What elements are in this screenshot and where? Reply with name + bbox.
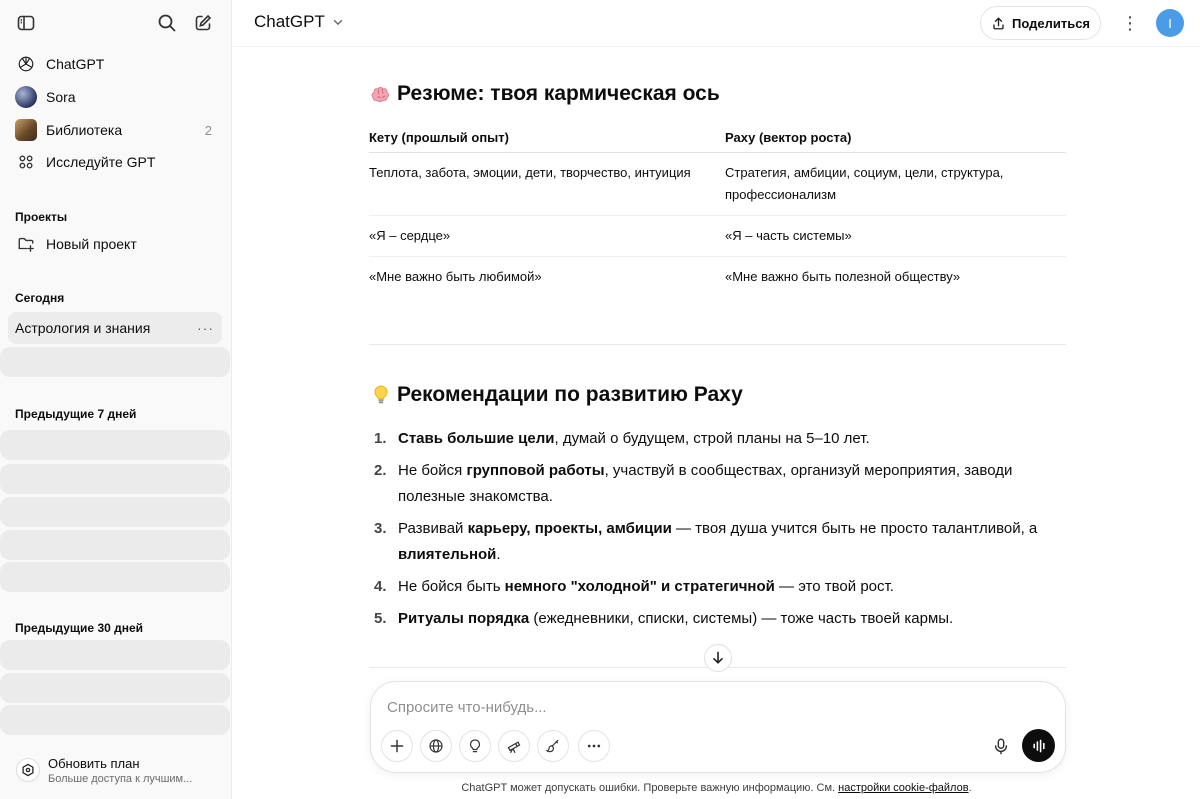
bold-text: немного "холодной" и стратегичной [504, 578, 775, 595]
projects-heading: Проекты [15, 210, 68, 224]
column-header-rahu: Раху (вектор роста) [725, 125, 1066, 152]
bold-text: Ставь большие цели [398, 430, 555, 447]
sidebar-item-label: Библиотека [46, 122, 123, 138]
recommendations-list [369, 426, 1066, 638]
text: (ежедневники, списки, системы) — тоже часть твоей кармы. [529, 610, 954, 627]
upgrade-title: Обновить план [48, 755, 140, 771]
sidebar-item-sora[interactable] [8, 81, 224, 113]
globe-icon [428, 738, 444, 754]
previous-30-days-heading: Предыдущие 30 дней [15, 621, 144, 635]
chat-item-placeholder[interactable] [0, 347, 230, 377]
chevron-down-icon [331, 15, 345, 29]
share-label: Поделиться [1011, 15, 1091, 31]
list-item [369, 516, 1066, 568]
list-item-text [398, 610, 953, 627]
folder-plus-icon [15, 233, 37, 255]
chat-options-button[interactable]: ··· [197, 320, 214, 336]
dictate-button[interactable] [985, 730, 1017, 762]
chat-title: Астрология и знания [15, 320, 151, 336]
deep-research-button[interactable] [498, 730, 530, 762]
disclaimer-footer [233, 782, 1200, 794]
sidebar-item-chatgpt[interactable] [8, 48, 224, 80]
upgrade-icon [16, 758, 40, 782]
recommendations-heading [369, 383, 743, 407]
top-header [233, 0, 1200, 46]
new-project-button[interactable] [8, 228, 224, 260]
brain-icon [369, 82, 393, 106]
search-chats-button[interactable] [153, 9, 181, 37]
list-item [369, 426, 1066, 452]
chat-item-placeholder[interactable] [0, 673, 230, 703]
text: Не бойся [398, 462, 467, 479]
chat-item-placeholder[interactable] [0, 497, 230, 527]
list-item-text [398, 520, 1037, 563]
table-row [369, 215, 1066, 256]
disclaimer-text: ChatGPT может допускать ошибки. Проверьте важную информацию. См. [461, 782, 839, 794]
cookie-settings-link[interactable]: настройки cookie-файлов [838, 782, 969, 794]
chat-item-placeholder[interactable] [0, 430, 230, 460]
new-project-label: Новый проект [46, 236, 137, 252]
voice-mode-button[interactable] [1022, 729, 1055, 762]
lightbulb-outline-icon [467, 738, 483, 754]
bold-text: влиятельной [398, 546, 497, 563]
scroll-to-bottom-button[interactable] [704, 644, 732, 672]
table-cell: «Мне важно быть любимой» [369, 268, 542, 284]
text: , думай о будущем, строй планы на 5–10 лет. [554, 430, 870, 447]
upgrade-text [48, 756, 192, 785]
chat-item-placeholder[interactable] [0, 562, 230, 592]
bold-text: Ритуалы порядка [398, 610, 530, 627]
table-cell: Теплота, забота, эмоции, дети, творчество, интуиция [369, 152, 725, 215]
table-header-row [369, 125, 1066, 152]
table-cell: «Мне важно быть полезной обществу» [725, 268, 961, 284]
list-item-text [398, 578, 894, 595]
more-horizontal-icon [586, 738, 602, 754]
table-cell: «Я – часть системы» [725, 215, 1066, 256]
chat-item-placeholder[interactable] [0, 705, 230, 735]
lightbulb-icon [369, 383, 393, 407]
list-number: 2. [374, 462, 387, 479]
grid-icon [15, 151, 37, 173]
microphone-icon [992, 737, 1010, 755]
telescope-icon [506, 738, 522, 754]
today-heading: Сегодня [15, 291, 65, 305]
library-count-badge: 2 [204, 122, 212, 138]
text: . [496, 546, 501, 563]
summary-heading [369, 82, 720, 106]
table-cell: «Я – сердце» [369, 215, 725, 256]
brush-icon [545, 738, 561, 754]
column-header-ketu: Кету (прошлый опыт) [369, 125, 725, 152]
reason-button[interactable] [459, 730, 491, 762]
sidebar-item-label: ChatGPT [46, 56, 105, 72]
upgrade-subtitle: Больше доступа к лучшим... [48, 772, 193, 785]
share-button[interactable] [980, 6, 1101, 40]
previous-7-days-heading: Предыдущие 7 дней [15, 407, 137, 421]
library-thumbnail-icon [15, 119, 37, 141]
list-item [369, 574, 1066, 600]
recommendations-title: Рекомендации по развитию Раху [397, 383, 743, 406]
text: — это твой рост. [774, 578, 894, 595]
sidebar-toggle-icon [16, 13, 36, 33]
toggle-sidebar-button[interactable] [12, 9, 40, 37]
new-chat-button[interactable] [189, 9, 217, 37]
text: — твоя душа учится быть не просто талантливой, а [671, 520, 1038, 537]
karmic-axis-table [369, 125, 1066, 297]
chat-content [233, 46, 1200, 799]
list-number: 1. [374, 430, 387, 447]
disclaimer-end: . [968, 782, 972, 794]
table-row [369, 256, 1066, 297]
chat-item-placeholder[interactable] [0, 640, 230, 670]
bold-text: карьеру, проекты, амбиции [467, 520, 672, 537]
list-number: 3. [374, 520, 387, 537]
section-divider [369, 344, 1066, 345]
sidebar-item-label: Исследуйте GPT [46, 154, 156, 170]
list-item [369, 606, 1066, 632]
text: Развивай [398, 520, 468, 537]
user-avatar[interactable]: I [1156, 9, 1184, 37]
sidebar [0, 0, 232, 799]
sidebar-item-label: Sora [46, 89, 76, 105]
chat-item-placeholder[interactable] [0, 464, 230, 494]
arrow-down-icon [710, 650, 726, 666]
web-search-button[interactable] [420, 730, 452, 762]
list-item-text [398, 430, 870, 447]
share-icon [991, 16, 1006, 31]
sidebar-top-bar [0, 0, 232, 46]
sidebar-item-library[interactable] [8, 114, 224, 146]
summary-title: Резюме: твоя кармическая ось [397, 82, 720, 105]
text: , участвуй в сообществах, организуй мероприятия, заводи полезные знакомства. [398, 462, 1013, 505]
attach-button[interactable] [381, 730, 413, 762]
prompt-input[interactable] [387, 696, 987, 718]
plus-icon [389, 738, 405, 754]
compose-icon [193, 13, 213, 33]
audio-waveform-icon [1031, 738, 1047, 754]
bold-text: групповой работы [466, 462, 605, 479]
sidebar-item-explore-gpt[interactable] [8, 146, 224, 178]
openai-logo-icon [15, 53, 37, 75]
chat-item-placeholder[interactable] [0, 530, 230, 560]
list-number: 5. [374, 610, 387, 627]
chat-item-active[interactable] [8, 312, 222, 344]
table-cell: Стратегия, амбиции, социум, цели, структура, профессионализм [725, 152, 1066, 215]
more-tools-button[interactable] [578, 730, 610, 762]
create-image-button[interactable] [537, 730, 569, 762]
sora-avatar-icon [15, 86, 37, 108]
text: Не бойся быть [398, 578, 505, 595]
model-selector[interactable] [254, 12, 345, 32]
more-options-button[interactable]: ⋮ [1121, 12, 1139, 33]
table-row [369, 152, 1066, 215]
upgrade-plan-button[interactable] [8, 748, 224, 792]
search-icon [157, 13, 177, 33]
list-item-text [398, 462, 1012, 505]
list-item [369, 458, 1066, 510]
model-label: ChatGPT [254, 12, 325, 31]
message-composer [370, 681, 1066, 773]
list-number: 4. [374, 578, 387, 595]
